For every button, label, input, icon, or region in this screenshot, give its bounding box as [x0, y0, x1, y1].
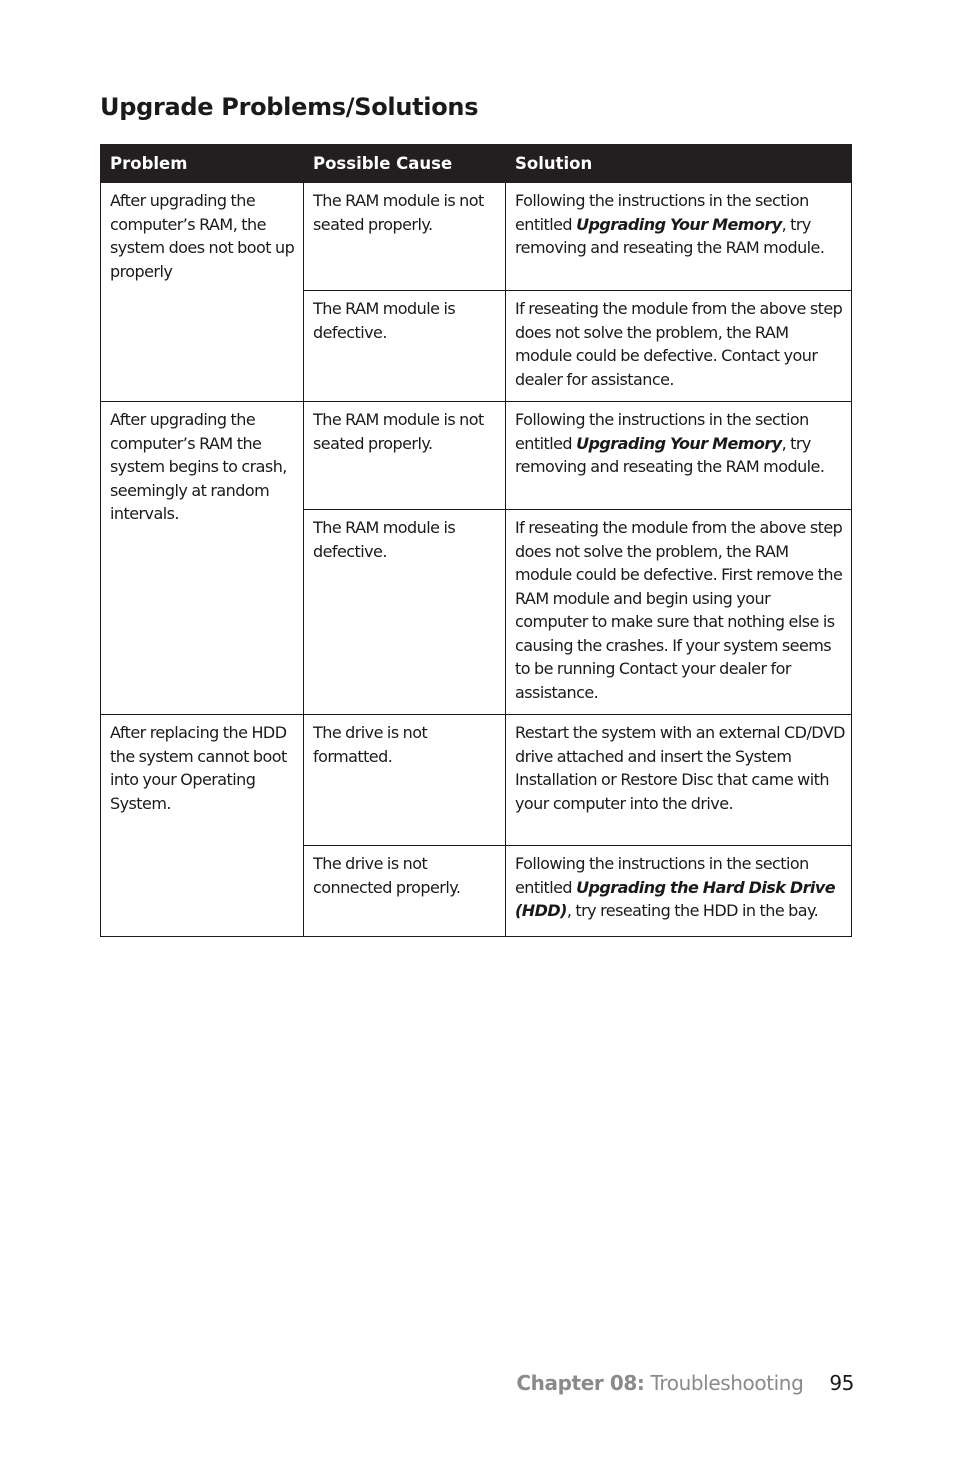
cause-cell: The RAM module is not seated properly.: [304, 402, 506, 510]
solution-cell: [506, 510, 852, 715]
cause-cell: The RAM module is not seated properly.: [304, 183, 506, 291]
cause-cell: The RAM module is defective.: [304, 510, 506, 715]
footer-chapter: Chapter 08:: [516, 1371, 645, 1395]
solution-text: , try removing and reseating the RAM module.: [515, 214, 825, 257]
section-reference: Upgrading Your Memory: [576, 214, 782, 234]
section-reference: Upgrading the Hard Disk Drive (HDD): [515, 877, 836, 920]
table-header: [101, 145, 852, 183]
solution-text: If reseating the module from the above step does not solve the problem, the RAM module could be defective. Contact your dealer for assistance.: [515, 299, 843, 389]
header-solution: Solution: [506, 145, 852, 183]
header-possible-cause: Possible Cause: [304, 145, 506, 183]
problem-cell: After upgrading the computer’s RAM, the system does not boot up properly: [101, 183, 304, 402]
page-title: Upgrade Problems/Solutions: [100, 93, 479, 121]
solution-text: , try reseating the HDD in the bay.: [566, 901, 819, 920]
page-footer: [516, 1371, 854, 1395]
cause-cell: The drive is not connected properly.: [304, 846, 506, 937]
solution-cell: [506, 846, 852, 937]
cause-cell: The RAM module is defective.: [304, 291, 506, 402]
solution-text: Following the instructions in the section entitled: [515, 410, 809, 453]
section-reference: Upgrading Your Memory: [576, 433, 782, 453]
cause-cell: The drive is not formatted.: [304, 715, 506, 846]
footer-section: Troubleshooting: [650, 1371, 804, 1395]
solution-text: , try removing and reseating the RAM module.: [515, 433, 825, 476]
solution-cell: [506, 402, 852, 510]
solution-text: If reseating the module from the above step does not solve the problem, the RAM module could be defective. First remove the RAM module and begin using your computer to make sure that nothing else is causing the crashes. If your system seems to be running Contact your dealer for assistance.: [515, 518, 843, 702]
table-body: [101, 183, 852, 937]
problems-solutions-table: [100, 144, 852, 937]
table-header-row: [101, 145, 852, 183]
table-row: [101, 715, 852, 846]
solution-text: Following the instructions in the section entitled: [515, 854, 809, 897]
solution-cell: [506, 291, 852, 402]
problem-cell: After replacing the HDD the system cannot boot into your Operating System.: [101, 715, 304, 937]
header-problem: Problem: [101, 145, 304, 183]
solution-cell: [506, 183, 852, 291]
solution-text: Following the instructions in the section entitled: [515, 191, 809, 234]
page-number: 95: [829, 1371, 854, 1395]
solution-text: Restart the system with an external CD/DVD drive attached and insert the System Installation or Restore Disc that came with your computer into the drive.: [515, 723, 845, 813]
table-row: [101, 183, 852, 291]
problem-cell: After upgrading the computer’s RAM the system begins to crash, seemingly at random intervals.: [101, 402, 304, 715]
table-row: [101, 402, 852, 510]
solution-cell: [506, 715, 852, 846]
